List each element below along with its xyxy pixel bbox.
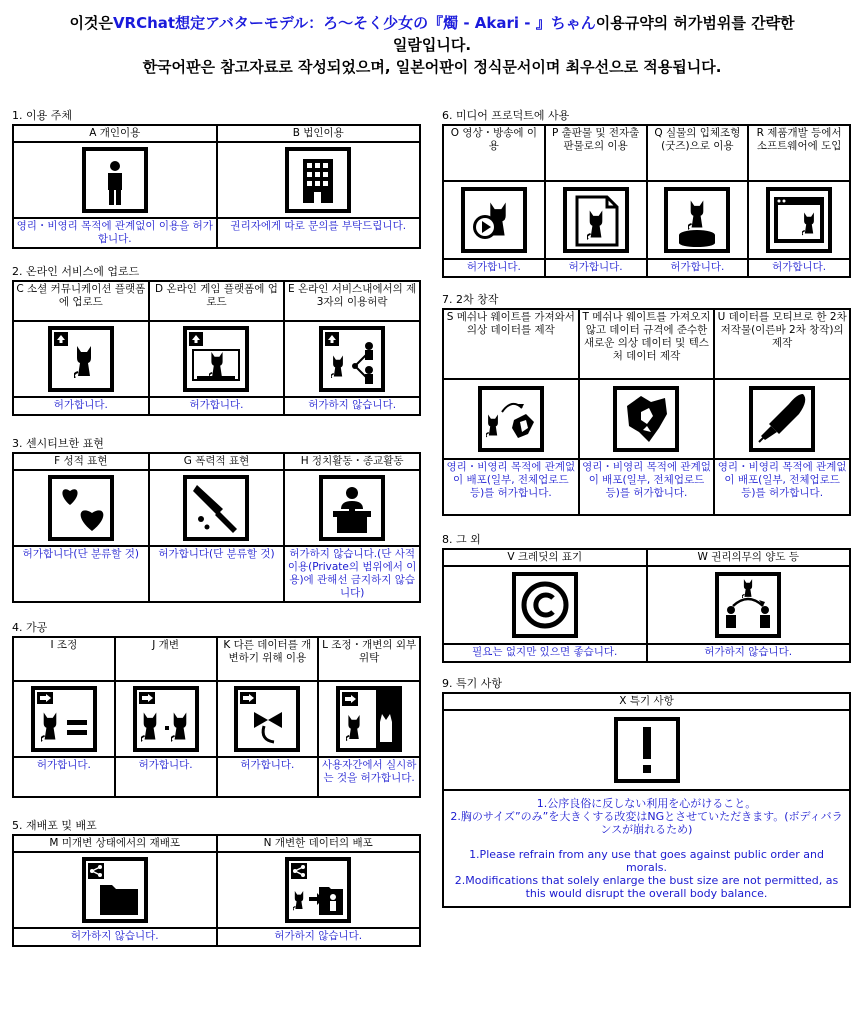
permission: 허가합니다.	[115, 757, 217, 797]
software-icon	[766, 187, 832, 253]
permission: 필요는 없지만 있으면 좋습니다.	[443, 644, 647, 662]
exclamation-icon	[614, 717, 680, 783]
label: E 온라인 서비스내에서의 제 3자의 이용허락	[284, 281, 420, 321]
outsource-icon	[336, 686, 402, 752]
permission: 영리・비영리 목적에 관계없이 배포(일부, 전체업로드 등)를 허가합니다.	[714, 459, 850, 515]
permission: 영리・비영리 목적에 관계없이 배포(일부, 전체업로드 등)를 허가합니다.	[443, 459, 579, 515]
note-jp-2: 2.胸のサイズ”のみ”を大きくする改変はNGとさせていただきます。(ボディバランスが崩れるため)	[450, 810, 843, 836]
adjust-icon	[31, 686, 97, 752]
label: F 성적 표현	[13, 453, 149, 470]
label: A 개인이용	[13, 125, 217, 142]
header-line3: 한국어판은 참고자료로 작성되었으며, 일본어판이 정식문서이며 최우선으로 적용됩니다.	[142, 58, 722, 76]
section-7-table	[442, 308, 851, 516]
note-en-2: 2.Modifications that solely enlarge the bust size are not permitted, as this would disrupt the overall body balance.	[454, 874, 839, 900]
permission: 허가합니다(단 분류할 것)	[13, 546, 149, 602]
section-title: 4. 가공	[12, 621, 48, 634]
page-header	[0, 12, 864, 78]
knife-icon	[183, 475, 249, 541]
label: V 크레딧의 표기	[443, 549, 647, 566]
upload-game-icon	[183, 326, 249, 392]
label: W 권리의무의 양도 등	[647, 549, 851, 566]
note-jp-1: 1.公序良俗に反しない利用を心がけること。	[536, 797, 757, 810]
section-title: 9. 특기 사항	[442, 677, 502, 690]
permission: 허가합니다.	[545, 259, 647, 277]
label: B 법인이용	[217, 125, 421, 142]
permission: 허가합니다.	[13, 397, 149, 415]
section-title: 7. 2차 창작	[442, 293, 499, 306]
section-3-table	[12, 452, 421, 603]
label: L 조정・개변의 외부위탁	[318, 637, 420, 681]
section-9-table	[442, 692, 851, 908]
label: R 제품개발 등에서 소프트웨어에 도입	[748, 125, 850, 181]
label: D 온라인 게임 플랫폼에 업로드	[149, 281, 285, 321]
label: C 소셜 커뮤니케이션 플랫폼에 업로드	[13, 281, 149, 321]
section-title: 2. 온라인 서비스에 업로드	[12, 265, 140, 278]
transfer-icon	[715, 572, 781, 638]
header-suffix: 이용규약의 허가범위를 간략한	[595, 14, 795, 32]
permission: 허가합니다.	[217, 757, 319, 797]
new-clothing-icon	[613, 386, 679, 452]
permission: 허가합니다.	[748, 259, 850, 277]
label: K 다른 데이터를 개변하기 위해 이용	[217, 637, 319, 681]
use-for-other-icon	[234, 686, 300, 752]
section-8-table	[442, 548, 851, 663]
building-icon	[285, 147, 351, 213]
section-1-table	[12, 124, 421, 249]
pen-icon	[749, 386, 815, 452]
label: P 출판물 및 전자출판물로의 이용	[545, 125, 647, 181]
header-line2: 일람입니다.	[392, 36, 472, 54]
permission: 허가하지 않습니다.	[284, 397, 420, 415]
section-5-table	[12, 834, 421, 947]
hearts-icon	[48, 475, 114, 541]
label: X 특기 사항	[443, 693, 850, 710]
permission: 허가합니다.	[443, 259, 545, 277]
section-title: 8. 그 외	[442, 533, 481, 546]
redistribute-icon	[82, 857, 148, 923]
permission: 허가합니다(단 분류할 것)	[149, 546, 285, 602]
permission: 허가하지 않습니다.	[647, 644, 851, 662]
podium-icon	[319, 475, 385, 541]
section-4-table	[12, 636, 421, 798]
section-title: 1. 이용 주체	[12, 109, 72, 122]
modify-icon	[133, 686, 199, 752]
section-6-table	[442, 124, 851, 278]
share-third-party-icon	[319, 326, 385, 392]
permission: 허가하지 않습니다.	[217, 928, 421, 946]
label: N 개변한 데이터의 배포	[217, 835, 421, 852]
label: Q 실물의 입체조형(굿즈)으로 이용	[647, 125, 749, 181]
permission: 허가합니다.	[13, 757, 115, 797]
permission: 허가하지 않습니다.(단 사적이용(Private의 범위에서 이용)에 관해선 금지하지 않습니다)	[284, 546, 420, 602]
note-en-1: 1.Please refrain from any use that goes against public order and morals.	[469, 848, 824, 874]
label: O 영상・방송에 이용	[443, 125, 545, 181]
permission: 영리・비영리 목적에 관계없이 이용을 허가합니다.	[13, 218, 217, 248]
permission: 사용자간에서 실시하는 것을 허가합니다.	[318, 757, 420, 797]
mesh-import-icon	[478, 386, 544, 452]
label: J 개변	[115, 637, 217, 681]
section-title: 5. 재배포 및 배포	[12, 819, 97, 832]
label: U 데이터를 모티브로 한 2차 저작물(이른바 2차 창작)의 제작	[714, 309, 850, 379]
person-icon	[82, 147, 148, 213]
label: G 폭력적 표현	[149, 453, 285, 470]
label: T 메쉬나 웨이트를 가져오지 않고 데이터 규격에 준수한 새로운 의상 데이터 및 텍스처 데이터 제작	[579, 309, 715, 379]
label: S 메쉬나 웨이트를 가져와서 의상 데이터를 제작	[443, 309, 579, 379]
model-name: VRChat想定アバターモデル：ろ～そく少女の『燭 - Akari - 』ちゃん	[112, 14, 596, 32]
permission: 영리・비영리 목적에 관계없이 배포(일부, 전체업로드 등)를 허가합니다.	[579, 459, 715, 515]
distribute-modified-icon	[285, 857, 351, 923]
header-prefix: 이것은	[69, 14, 113, 32]
permission: 허가합니다.	[149, 397, 285, 415]
section-2-table	[12, 280, 421, 416]
section-title: 6. 미디어 프로덕트에 사용	[442, 109, 570, 122]
permission: 권리자에게 따로 문의를 부탁드립니다.	[217, 218, 421, 248]
label: H 정치활동・종교활동	[284, 453, 420, 470]
figure-icon	[664, 187, 730, 253]
video-icon	[461, 187, 527, 253]
label: I 조정	[13, 637, 115, 681]
upload-cat-icon	[48, 326, 114, 392]
copyright-icon	[512, 572, 578, 638]
label: M 미개변 상태에서의 재배포	[13, 835, 217, 852]
permission: 허가합니다.	[647, 259, 749, 277]
section-title: 3. 센시티브한 표현	[12, 437, 104, 450]
permission: 허가하지 않습니다.	[13, 928, 217, 946]
publication-icon	[563, 187, 629, 253]
